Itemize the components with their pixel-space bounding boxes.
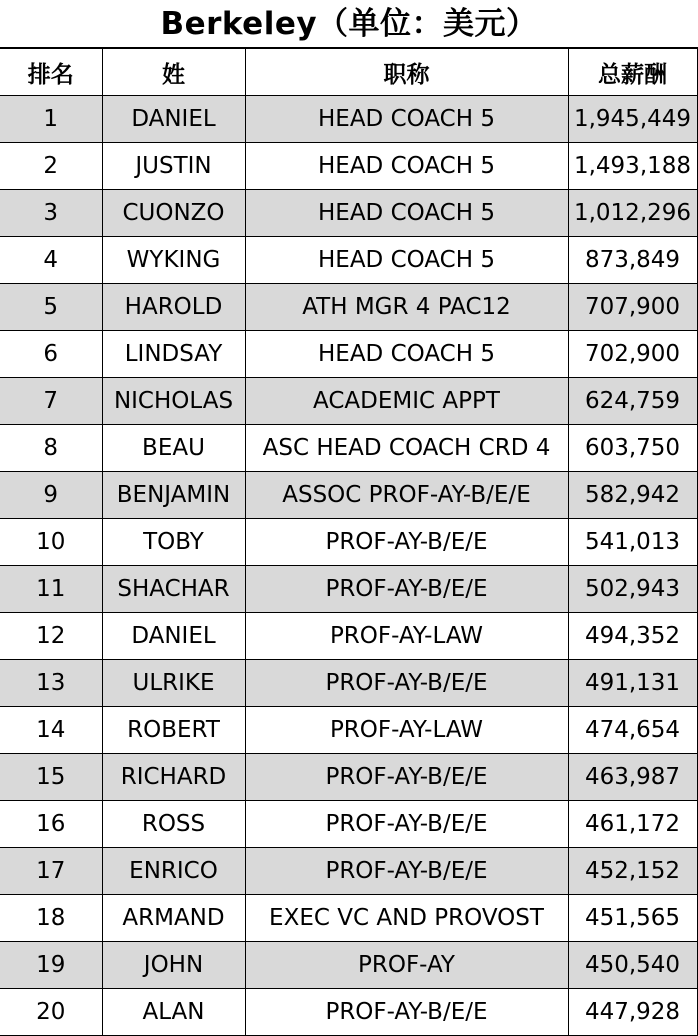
cell-rank: 17 [0, 848, 102, 895]
cell-job-title: PROF-AY-B/E/E [245, 848, 568, 895]
cell-rank: 6 [0, 331, 102, 378]
table-row [0, 707, 697, 754]
cell-name: ALAN [102, 989, 245, 1036]
table-row [0, 848, 697, 895]
cell-name: BEAU [102, 425, 245, 472]
cell-total-pay: 452,152 [568, 848, 697, 895]
header-total-pay: 总薪酬 [568, 49, 697, 96]
cell-rank: 1 [0, 96, 102, 143]
cell-job-title: PROF-AY-B/E/E [245, 566, 568, 613]
cell-job-title: PROF-AY [245, 942, 568, 989]
cell-total-pay: 707,900 [568, 284, 697, 331]
cell-total-pay: 474,654 [568, 707, 697, 754]
table-row [0, 96, 697, 143]
cell-job-title: HEAD COACH 5 [245, 96, 568, 143]
sheet-title: Berkeley（单位：美元） [0, 0, 698, 48]
cell-rank: 8 [0, 425, 102, 472]
cell-total-pay: 502,943 [568, 566, 697, 613]
cell-total-pay: 447,928 [568, 989, 697, 1036]
cell-name: CUONZO [102, 190, 245, 237]
table-row [0, 942, 697, 989]
cell-rank: 9 [0, 472, 102, 519]
cell-rank: 3 [0, 190, 102, 237]
cell-total-pay: 494,352 [568, 613, 697, 660]
cell-job-title: PROF-AY-B/E/E [245, 754, 568, 801]
cell-total-pay: 461,172 [568, 801, 697, 848]
cell-total-pay: 702,900 [568, 331, 697, 378]
cell-rank: 13 [0, 660, 102, 707]
cell-job-title: PROF-AY-B/E/E [245, 660, 568, 707]
cell-name: ULRIKE [102, 660, 245, 707]
cell-rank: 12 [0, 613, 102, 660]
cell-name: ROSS [102, 801, 245, 848]
table-row [0, 284, 697, 331]
cell-rank: 16 [0, 801, 102, 848]
cell-total-pay: 1,012,296 [568, 190, 697, 237]
cell-name: JUSTIN [102, 143, 245, 190]
cell-name: RICHARD [102, 754, 245, 801]
cell-total-pay: 624,759 [568, 378, 697, 425]
cell-job-title: PROF-AY-B/E/E [245, 519, 568, 566]
cell-total-pay: 463,987 [568, 754, 697, 801]
cell-name: TOBY [102, 519, 245, 566]
cell-job-title: ASSOC PROF-AY-B/E/E [245, 472, 568, 519]
cell-name: DANIEL [102, 613, 245, 660]
cell-name: DANIEL [102, 96, 245, 143]
cell-name: JOHN [102, 942, 245, 989]
cell-name: LINDSAY [102, 331, 245, 378]
table-row [0, 143, 697, 190]
table-row [0, 895, 697, 942]
cell-rank: 18 [0, 895, 102, 942]
cell-rank: 4 [0, 237, 102, 284]
cell-name: ENRICO [102, 848, 245, 895]
table-row [0, 566, 697, 613]
cell-total-pay: 582,942 [568, 472, 697, 519]
header-rank: 排名 [0, 49, 102, 96]
cell-rank: 2 [0, 143, 102, 190]
cell-job-title: HEAD COACH 5 [245, 143, 568, 190]
cell-rank: 7 [0, 378, 102, 425]
cell-name: ARMAND [102, 895, 245, 942]
cell-job-title: ASC HEAD COACH CRD 4 [245, 425, 568, 472]
header-name: 姓 [102, 49, 245, 96]
table-body [0, 96, 697, 1036]
cell-total-pay: 450,540 [568, 942, 697, 989]
cell-name: SHACHAR [102, 566, 245, 613]
cell-name: HAROLD [102, 284, 245, 331]
cell-name: ROBERT [102, 707, 245, 754]
cell-rank: 15 [0, 754, 102, 801]
table-row [0, 190, 697, 237]
table-row [0, 472, 697, 519]
cell-total-pay: 1,945,449 [568, 96, 697, 143]
salary-table [0, 48, 698, 1036]
cell-job-title: ATH MGR 4 PAC12 [245, 284, 568, 331]
cell-job-title: PROF-AY-LAW [245, 707, 568, 754]
cell-rank: 14 [0, 707, 102, 754]
table-row [0, 989, 697, 1036]
cell-job-title: PROF-AY-B/E/E [245, 989, 568, 1036]
cell-name: WYKING [102, 237, 245, 284]
header-row [0, 49, 697, 96]
cell-job-title: EXEC VC AND PROVOST [245, 895, 568, 942]
cell-rank: 20 [0, 989, 102, 1036]
cell-job-title: ACADEMIC APPT [245, 378, 568, 425]
table-row [0, 519, 697, 566]
cell-total-pay: 1,493,188 [568, 143, 697, 190]
header-job-title: 职称 [245, 49, 568, 96]
table-row [0, 613, 697, 660]
cell-rank: 5 [0, 284, 102, 331]
cell-job-title: HEAD COACH 5 [245, 190, 568, 237]
cell-job-title: HEAD COACH 5 [245, 331, 568, 378]
table-row [0, 425, 697, 472]
table-row [0, 331, 697, 378]
cell-rank: 19 [0, 942, 102, 989]
cell-total-pay: 451,565 [568, 895, 697, 942]
cell-rank: 11 [0, 566, 102, 613]
table-row [0, 660, 697, 707]
cell-job-title: HEAD COACH 5 [245, 237, 568, 284]
cell-total-pay: 491,131 [568, 660, 697, 707]
table-row [0, 378, 697, 425]
cell-name: NICHOLAS [102, 378, 245, 425]
table-header [0, 49, 697, 96]
cell-job-title: PROF-AY-LAW [245, 613, 568, 660]
cell-total-pay: 873,849 [568, 237, 697, 284]
table-row [0, 237, 697, 284]
cell-rank: 10 [0, 519, 102, 566]
cell-job-title: PROF-AY-B/E/E [245, 801, 568, 848]
table-row [0, 754, 697, 801]
cell-total-pay: 603,750 [568, 425, 697, 472]
table-row [0, 801, 697, 848]
cell-total-pay: 541,013 [568, 519, 697, 566]
cell-name: BENJAMIN [102, 472, 245, 519]
